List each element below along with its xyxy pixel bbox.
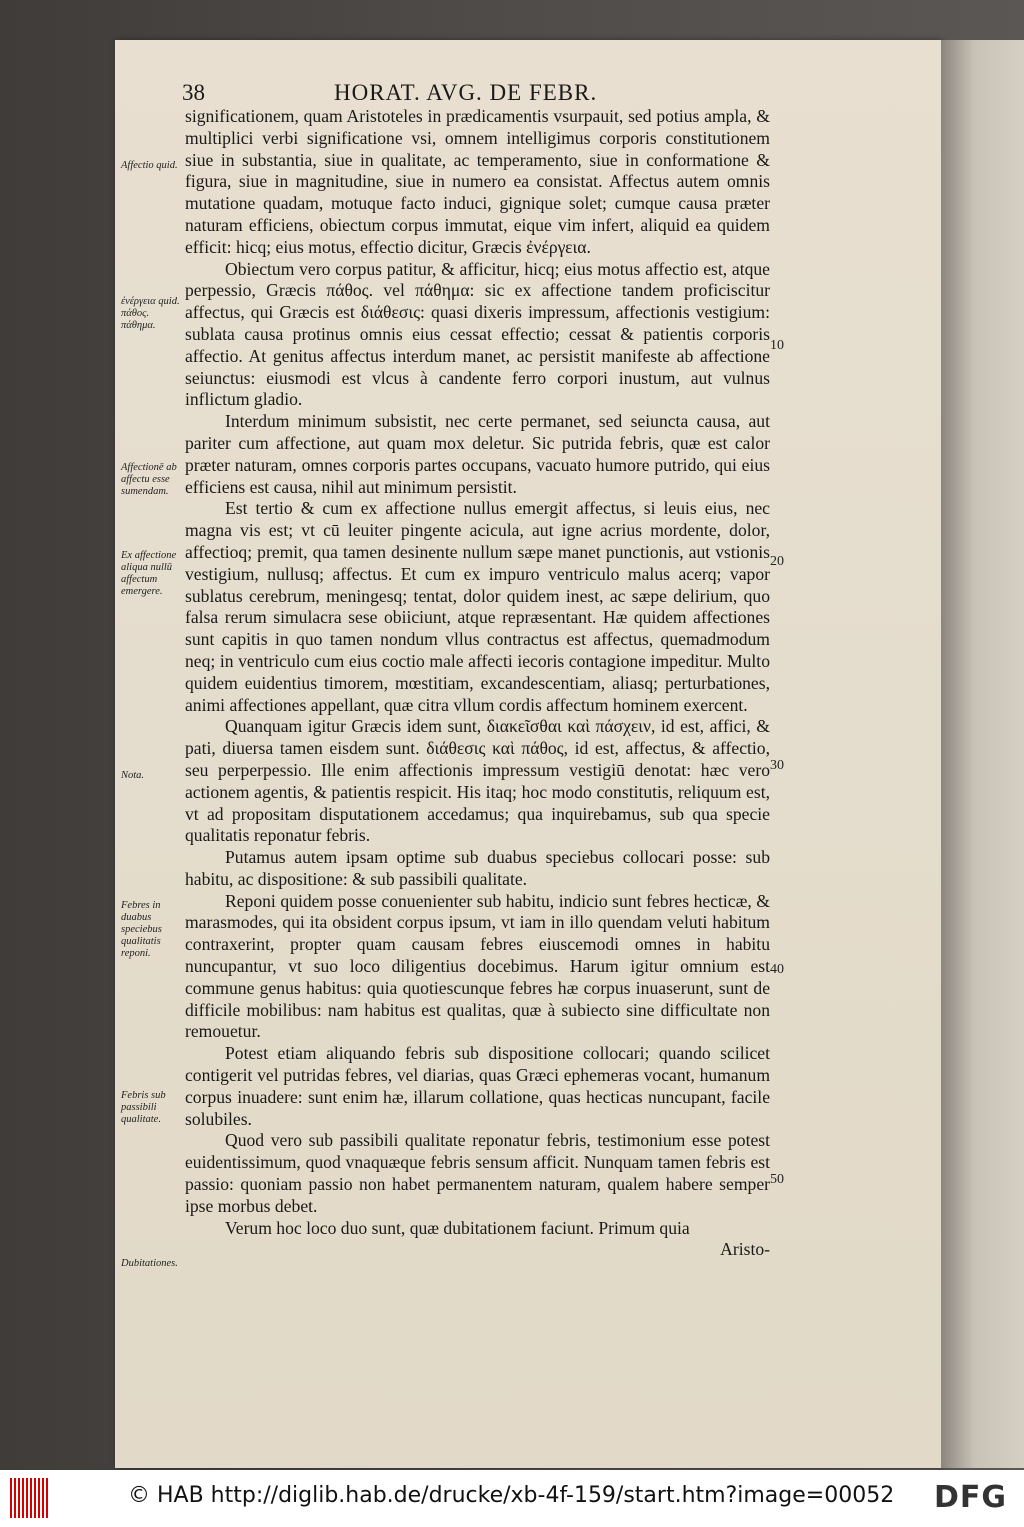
paragraph: Potest etiam aliquando febris sub dispositione collocari; quando scilicet contigerit vel putridas febres, vel diarias, quas Græci ephemeras vocant, humanum corpus inuadere: sunt enim hæ, illarum collatione, quas hecticas nuncupant, facile solubiles.	[185, 1043, 770, 1129]
margin-note: Affectio quid.	[121, 160, 178, 171]
margin-note: Affectionē ab affectu esse sumendam.	[121, 462, 177, 497]
paragraph: Verum hoc loco duo sunt, quæ dubitationem faciunt. Primum quia	[225, 1217, 690, 1238]
viewer-footer	[0, 1470, 1024, 1527]
margin-note: Febres in duabus speciebus qualitatis reponi.	[121, 900, 162, 959]
line-number: 20	[770, 554, 784, 569]
catchword: Aristo-	[720, 1239, 770, 1260]
margin-note: Febris sub passibili qualitate.	[121, 1090, 166, 1125]
margin-note: Ex affectione aliqua nullū affectum emergere.	[121, 550, 177, 597]
margin-note: Nota.	[121, 770, 145, 781]
paragraph: Quanquam igitur Græcis idem sunt, διακεῖσθαι καὶ πάσχειν, id est, affici, & pati, diuersa tamen eisdem sunt. διάθεσις καὶ πάθος, id est, affectus, & affectio, seu perperpessio. Ille enim affectionis impressum vestigiū denotat: hæc vero actionem agentis, & patientis respicit. His itaq; hoc modo constitutis, reliquum est, vt ad propositam disputationem accedamus; qua inquirebamus, sub qua specie qualitatis reponatur febris.	[185, 716, 770, 846]
source-link[interactable]: © HAB http://diglib.hab.de/drucke/xb-4f-159/start.htm?image=00052	[128, 1483, 895, 1508]
margin-note: Dubitationes.	[121, 1258, 178, 1269]
paragraph: Reponi quidem posse conuenienter sub habitu, indicio sunt febres hecticæ, & marasmodes, qui ita obsident corpus ipsum, vt iam in illo quendam veluti habitum contraxerint, propter quam causam febres eiuscemodi omnes in habitu nuncupantur, vt suo loco diligentius docebimus. Harum igitur omnium est commune genus habitus: quia quotiescunque febres hæ corpus inuaserunt, sunt de difficile mobilibus: nam habitus est qualitas, quæ à subiecto sine difficultate non remouetur.	[185, 890, 770, 1042]
paragraph: Est tertio & cum ex affectione nullus emergit affectus, si leuis eius, nec magna vis est; vt cū leuiter pingente acicula, aut igne acrius mordente, dolor, affectioq; premit, qua tamen desinente nullum sæpe manet punctionis, aut vstionis vestigium, nullusq; affectus. Et cum ex impuro ventriculo malus acerq; vapor sublatus cerebrum, meningesq; tentat, dolor quidem inest, ac sæpe delirium, quo falsa rerum simulacra sese obiiciunt, atque repræsentant. Hæ quidem affectiones sunt capitis in quo tamen nondum vllus contractus est affectus, quemadmodum neq; in ventriculo cum eius coctio male affecti iecoris contagione impeditur. Multo quidem euidentius timorem, mœstitiam, excandescentiam, aliasq; perturbationes, animi affectiones appellant, quæ citra vllum cordis affectum hominem exercent.	[185, 498, 770, 715]
dfg-logo: DFG	[934, 1480, 1008, 1515]
line-number: 50	[770, 1172, 784, 1187]
line-number: 30	[770, 758, 784, 773]
paragraph: significationem, quam Aristoteles in prædicamentis vsurpauit, sed potius ampla, & multiplici verbi significatione vsi, omnem intelligimus corporis constitutionem siue in substantia, siue in qualitate, ac temperamento, siue in conformatione & figura, siue in magnitudine, siue in numero ea consistat. Affectus autem omnis mutatione quadam, motuque facto induci, gignique solet; cumque causa præter naturam efficiens, obiectum corpus immutat, eique vim infert, aliquid ea quidem efficit: hicq; eius motus, effectio dicitur, Græcis ἐνέργεια.	[185, 106, 770, 257]
running-title: HORAT. AVG. DE FEBR.	[334, 80, 598, 105]
facing-page-edge	[941, 40, 1024, 1468]
paragraph: Quod vero sub passibili qualitate reponatur febris, testimonium esse potest euidentissimum, quod vnaquæque febris sensum afficit. Nunquam tamen febris est passio: quoniam passio non habet permanentem naturam, qualem habere semper ipse morbus debet.	[185, 1130, 770, 1216]
line-number: 10	[770, 338, 784, 353]
line-number: 40	[770, 962, 784, 977]
paragraph: Interdum minimum subsistit, nec certe permanet, sed seiuncta causa, aut pariter cum affectione, aut quam mox deletur. Sic putrida febris, quæ est calor præter naturam, omnes corporis partes occupans, vacuato humore putrido, qui eius efficiens est causa, nihil aut minimum persistit.	[185, 411, 770, 497]
body-text	[185, 106, 770, 1261]
page-number: 38	[182, 80, 205, 105]
margin-note: ἐνέργεια quid. πάθος. πάθημα.	[121, 296, 180, 331]
barcode-icon	[10, 1478, 48, 1518]
paragraph: Putamus autem ipsam optime sub duabus speciebus collocari posse: sub habitu, ac dispositione: & sub passibili qualitate.	[185, 847, 770, 889]
paragraph: Obiectum vero corpus patitur, & afficitur, hicq; eius motus affectio est, atque perpessio, Græcis πάθος. vel πάθημα: sic ex affectione tandem proficiscitur affectus, qui Græcis est διάθεσις: quasi dixeris impressum, affectionis vestigium: sublata causa protinus omnis eius cessat effectio; cessat & patientis corporis affectio. At genitus affectus interdum manet, ac persistit manifeste ab affectione seiunctus: eiusmodi est vlcus à candente ferro corpori inustum, aut vulnus inflictum gladio.	[185, 258, 770, 410]
